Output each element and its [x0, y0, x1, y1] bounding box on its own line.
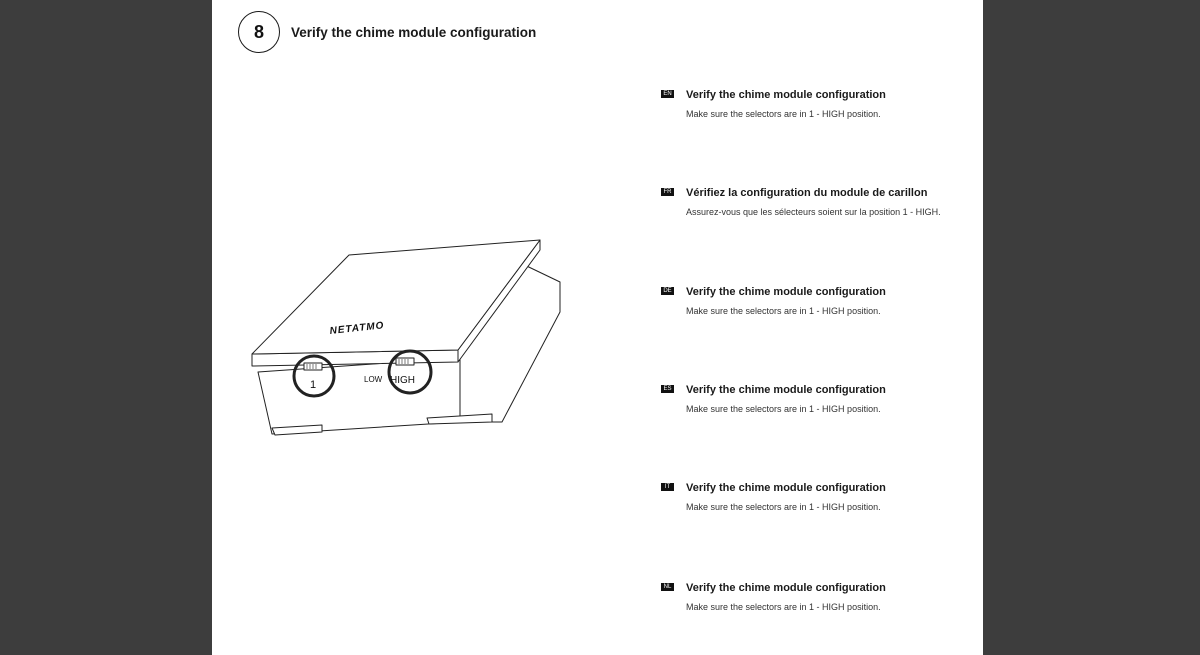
selector-low-label: LOW — [364, 375, 383, 384]
lang-badge: NL — [661, 583, 674, 591]
lang-desc: Make sure the selectors are in 1 - HIGH position. — [686, 502, 881, 512]
selector-1-label: 1 — [310, 379, 317, 391]
chime-module-illustration — [242, 230, 582, 450]
lang-title: Verify the chime module configuration — [686, 582, 886, 594]
lang-desc: Make sure the selectors are in 1 - HIGH position. — [686, 109, 881, 119]
lang-title: Verify the chime module configuration — [686, 286, 886, 298]
lang-desc: Make sure the selectors are in 1 - HIGH position. — [686, 306, 881, 316]
lang-title: Verify the chime module configuration — [686, 384, 886, 396]
selector-high-label: HIGH — [390, 375, 415, 386]
lang-title: Verify the chime module configuration — [686, 89, 886, 101]
document-page — [212, 0, 983, 655]
lang-desc: Make sure the selectors are in 1 - HIGH position. — [686, 602, 881, 612]
step-number: 8 — [253, 21, 264, 42]
lang-badge: EN — [661, 90, 674, 98]
step-number-badge — [238, 11, 280, 53]
lang-badge: ES — [661, 385, 674, 393]
brand-logo: NETATMO — [329, 320, 385, 337]
lang-desc: Make sure the selectors are in 1 - HIGH position. — [686, 404, 881, 414]
lang-desc: Assurez-vous que les sélecteurs soient sur la position 1 - HIGH. — [686, 207, 941, 217]
lang-title: Vérifiez la configuration du module de carillon — [686, 187, 928, 199]
lang-badge: FR — [661, 188, 674, 196]
lang-badge: DE — [661, 287, 674, 295]
lang-badge: IT — [661, 483, 674, 491]
lang-title: Verify the chime module configuration — [686, 482, 886, 494]
step-title: Verify the chime module configuration — [291, 25, 537, 40]
